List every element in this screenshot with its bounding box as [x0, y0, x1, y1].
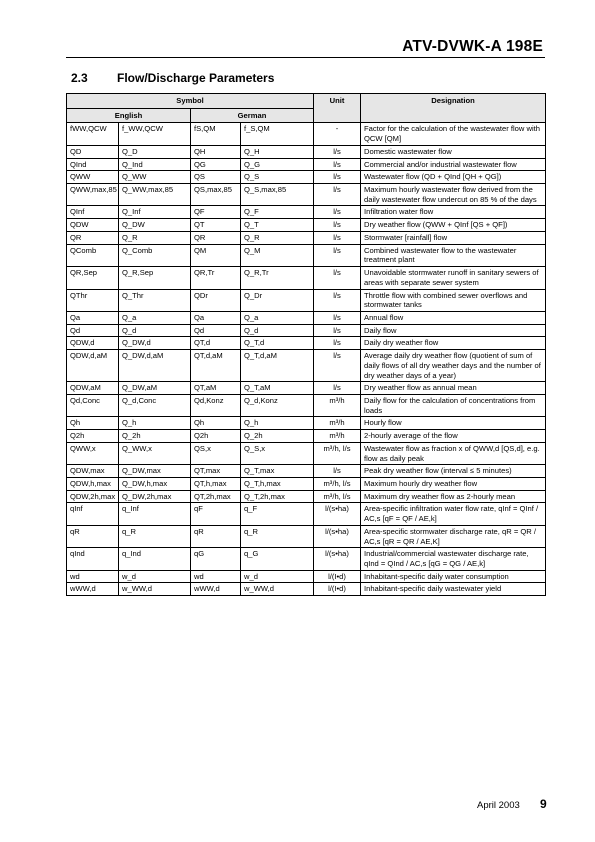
unit: - — [314, 123, 361, 145]
table-row — [67, 171, 546, 184]
english-text-symbol: Q_Inf — [119, 206, 191, 219]
table-row — [67, 158, 546, 171]
designation: Unavoidable stormwater runoff in sanitary sewers of areas with separate sewer system — [361, 267, 546, 289]
english-symbol: Qd — [67, 324, 119, 337]
table-row — [67, 442, 546, 464]
english-symbol: QWW,max,85 — [67, 184, 119, 206]
german-text-symbol: Q_T,2h,max — [241, 490, 314, 503]
unit: m³/h — [314, 394, 361, 416]
unit: l/s — [314, 350, 361, 382]
parameter-table — [66, 93, 546, 596]
unit: l/s — [314, 289, 361, 311]
unit: l/s — [314, 311, 361, 324]
page-number: 9 — [540, 797, 547, 811]
english-symbol: QInd — [67, 158, 119, 171]
german-symbol: fS,QM — [191, 123, 241, 145]
german-symbol: qG — [191, 548, 241, 570]
german-symbol: QT,h,max — [191, 478, 241, 491]
english-symbol: QDW,max — [67, 465, 119, 478]
german-header: German — [191, 108, 314, 123]
german-symbol: Qa — [191, 311, 241, 324]
german-symbol: QT,d — [191, 337, 241, 350]
designation: Domestic wastewater flow — [361, 145, 546, 158]
designation: Annual flow — [361, 311, 546, 324]
english-text-symbol: Q_a — [119, 311, 191, 324]
unit: l/(I•d) — [314, 583, 361, 596]
german-text-symbol: q_G — [241, 548, 314, 570]
english-symbol: fWW,QCW — [67, 123, 119, 145]
footer-date: April 2003 — [477, 800, 520, 811]
designation: Combined wastewater flow to the wastewater treatment plant — [361, 244, 546, 266]
english-text-symbol: Q_Thr — [119, 289, 191, 311]
english-text-symbol: q_Inf — [119, 503, 191, 525]
english-symbol: wd — [67, 570, 119, 583]
german-symbol: QS,x — [191, 442, 241, 464]
unit: l/s — [314, 158, 361, 171]
table-row — [67, 583, 546, 596]
german-symbol: QDr — [191, 289, 241, 311]
german-text-symbol: Q_F — [241, 206, 314, 219]
designation: Daily flow — [361, 324, 546, 337]
table-row — [67, 490, 546, 503]
english-text-symbol: Q_DW,2h,max — [119, 490, 191, 503]
german-text-symbol: Q_h — [241, 417, 314, 430]
german-text-symbol: Q_a — [241, 311, 314, 324]
unit: l/(s•ha) — [314, 548, 361, 570]
designation: Maximum hourly wastewater flow derived from the daily wastewater flow undercut on 85 % of the days — [361, 184, 546, 206]
unit: l/s — [314, 219, 361, 232]
unit: l/s — [314, 465, 361, 478]
german-text-symbol: Q_Dr — [241, 289, 314, 311]
english-header: English — [67, 108, 191, 123]
german-text-symbol: Q_d — [241, 324, 314, 337]
english-symbol: QD — [67, 145, 119, 158]
designation: Commercial and/or industrial wastewater flow — [361, 158, 546, 171]
table-row — [67, 430, 546, 443]
table-row — [67, 145, 546, 158]
unit: l/(I•d) — [314, 570, 361, 583]
designation-header: Designation — [361, 94, 546, 123]
table-row — [67, 267, 546, 289]
german-text-symbol: Q_G — [241, 158, 314, 171]
english-symbol: QDW,aM — [67, 382, 119, 395]
english-text-symbol: Q_DW,d,aM — [119, 350, 191, 382]
table-row — [67, 289, 546, 311]
table-row — [67, 337, 546, 350]
german-symbol: QF — [191, 206, 241, 219]
german-text-symbol: Q_H — [241, 145, 314, 158]
english-text-symbol: Q_DW — [119, 219, 191, 232]
german-symbol: QR,Tr — [191, 267, 241, 289]
english-text-symbol: f_WW,QCW — [119, 123, 191, 145]
english-symbol: Q2h — [67, 430, 119, 443]
english-text-symbol: Q_WW — [119, 171, 191, 184]
designation: Hourly flow — [361, 417, 546, 430]
german-symbol: Q2h — [191, 430, 241, 443]
german-text-symbol: Q_S — [241, 171, 314, 184]
german-symbol: QH — [191, 145, 241, 158]
english-symbol: QDW,d,aM — [67, 350, 119, 382]
header-rule — [66, 57, 545, 58]
designation: Dry weather flow (QWW + QInf [QS + QF]) — [361, 219, 546, 232]
german-symbol: wd — [191, 570, 241, 583]
german-symbol: QT,d,aM — [191, 350, 241, 382]
unit: m³/h, l/s — [314, 478, 361, 491]
german-text-symbol: f_S,QM — [241, 123, 314, 145]
english-symbol: QR — [67, 231, 119, 244]
english-symbol: QInf — [67, 206, 119, 219]
english-text-symbol: Q_WW,x — [119, 442, 191, 464]
german-text-symbol: Q_T,h,max — [241, 478, 314, 491]
english-symbol: QComb — [67, 244, 119, 266]
german-symbol: Qd — [191, 324, 241, 337]
table-row — [67, 350, 546, 382]
english-symbol: QWW — [67, 171, 119, 184]
english-text-symbol: Q_h — [119, 417, 191, 430]
section-title: Flow/Discharge Parameters — [117, 71, 275, 85]
designation: Industrial/commercial wastewater discharge rate, qInd = QInd / AC,s [qG = QG / AE,k] — [361, 548, 546, 570]
english-text-symbol: Q_R,Sep — [119, 267, 191, 289]
english-text-symbol: Q_d,Conc — [119, 394, 191, 416]
german-text-symbol: Q_R,Tr — [241, 267, 314, 289]
unit: l/s — [314, 382, 361, 395]
unit: l/s — [314, 324, 361, 337]
table-row — [67, 503, 546, 525]
designation: 2-hourly average of the flow — [361, 430, 546, 443]
german-text-symbol: Q_T,max — [241, 465, 314, 478]
english-text-symbol: Q_DW,h,max — [119, 478, 191, 491]
english-text-symbol: Q_2h — [119, 430, 191, 443]
designation: Inhabitant-specific daily water consumption — [361, 570, 546, 583]
table-row — [67, 244, 546, 266]
table-row — [67, 417, 546, 430]
german-symbol: Qh — [191, 417, 241, 430]
unit: l/s — [314, 244, 361, 266]
english-text-symbol: Q_DW,aM — [119, 382, 191, 395]
german-text-symbol: Q_2h — [241, 430, 314, 443]
german-text-symbol: q_F — [241, 503, 314, 525]
german-text-symbol: Q_S,x — [241, 442, 314, 464]
designation: Throttle flow with combined sewer overflows and stormwater tanks — [361, 289, 546, 311]
section-heading — [71, 71, 274, 85]
english-symbol: qR — [67, 525, 119, 547]
german-symbol: QG — [191, 158, 241, 171]
english-text-symbol: Q_D — [119, 145, 191, 158]
table-row — [67, 382, 546, 395]
english-symbol: QDW,d — [67, 337, 119, 350]
header-row — [67, 94, 546, 109]
unit: l/(s•ha) — [314, 525, 361, 547]
designation: Wastewater flow as fraction x of QWW,d [QS,d], e.g. flow as daily peak — [361, 442, 546, 464]
german-symbol: QT — [191, 219, 241, 232]
english-symbol: wWW,d — [67, 583, 119, 596]
german-text-symbol: Q_T,d,aM — [241, 350, 314, 382]
document-id: ATV-DVWK-A 198E — [402, 38, 543, 55]
english-symbol: QDW,h,max — [67, 478, 119, 491]
english-symbol: QDW,2h,max — [67, 490, 119, 503]
unit: l/s — [314, 145, 361, 158]
unit: l/s — [314, 171, 361, 184]
german-symbol: QS — [191, 171, 241, 184]
english-symbol: QWW,x — [67, 442, 119, 464]
unit: m³/h — [314, 430, 361, 443]
english-text-symbol: w_WW,d — [119, 583, 191, 596]
german-text-symbol: Q_T,d — [241, 337, 314, 350]
designation: Daily dry weather flow — [361, 337, 546, 350]
unit: l/s — [314, 337, 361, 350]
unit: m³/h — [314, 417, 361, 430]
designation: Maximum dry weather flow as 2-hourly mean — [361, 490, 546, 503]
unit: l/(s•ha) — [314, 503, 361, 525]
german-text-symbol: Q_T,aM — [241, 382, 314, 395]
designation: Daily flow for the calculation of concentrations from loads — [361, 394, 546, 416]
table-row — [67, 478, 546, 491]
designation: Wastewater flow (QD + QInd [QH + QG]) — [361, 171, 546, 184]
english-text-symbol: Q_Comb — [119, 244, 191, 266]
designation: Infiltration water flow — [361, 206, 546, 219]
table-row — [67, 324, 546, 337]
english-text-symbol: Q_R — [119, 231, 191, 244]
german-text-symbol: w_WW,d — [241, 583, 314, 596]
german-symbol: wWW,d — [191, 583, 241, 596]
table-row — [67, 206, 546, 219]
table-row — [67, 548, 546, 570]
german-text-symbol: q_R — [241, 525, 314, 547]
english-symbol: Qh — [67, 417, 119, 430]
english-symbol: QDW — [67, 219, 119, 232]
german-text-symbol: w_d — [241, 570, 314, 583]
german-symbol: QS,max,85 — [191, 184, 241, 206]
english-text-symbol: Q_Ind — [119, 158, 191, 171]
german-text-symbol: Q_d,Konz — [241, 394, 314, 416]
table-row — [67, 311, 546, 324]
designation: Stormwater [rainfall] flow — [361, 231, 546, 244]
english-text-symbol: q_R — [119, 525, 191, 547]
german-text-symbol: Q_M — [241, 244, 314, 266]
table-row — [67, 570, 546, 583]
section-number: 2.3 — [71, 71, 88, 85]
designation: Dry weather flow as annual mean — [361, 382, 546, 395]
english-symbol: QR,Sep — [67, 267, 119, 289]
table-row — [67, 525, 546, 547]
english-text-symbol: Q_DW,max — [119, 465, 191, 478]
designation: Area-specific infiltration water flow rate, qInf = QInf / AC,s [qF = QF / AE,k] — [361, 503, 546, 525]
german-symbol: QR — [191, 231, 241, 244]
german-symbol: QT,2h,max — [191, 490, 241, 503]
unit: l/s — [314, 206, 361, 219]
english-text-symbol: Q_DW,d — [119, 337, 191, 350]
unit-header: Unit — [314, 94, 361, 123]
unit: l/s — [314, 231, 361, 244]
unit: l/s — [314, 184, 361, 206]
german-symbol: QM — [191, 244, 241, 266]
english-text-symbol: Q_d — [119, 324, 191, 337]
unit: m³/h, l/s — [314, 442, 361, 464]
english-symbol: Qa — [67, 311, 119, 324]
english-text-symbol: w_d — [119, 570, 191, 583]
designation: Factor for the calculation of the wastewater flow with QCW [QM] — [361, 123, 546, 145]
designation: Inhabitant-specific daily wastewater yield — [361, 583, 546, 596]
english-text-symbol: q_Ind — [119, 548, 191, 570]
designation: Average daily dry weather flow (quotient of sum of daily flows of all dry weather days and the number of dry weather days of a year) — [361, 350, 546, 382]
unit: l/s — [314, 267, 361, 289]
german-symbol: QT,max — [191, 465, 241, 478]
english-symbol: qInf — [67, 503, 119, 525]
symbol-header: Symbol — [67, 94, 314, 109]
german-symbol: Qd,Konz — [191, 394, 241, 416]
table-row — [67, 394, 546, 416]
english-symbol: qInd — [67, 548, 119, 570]
table-row — [67, 465, 546, 478]
designation: Peak dry weather flow (interval ≤ 5 minutes) — [361, 465, 546, 478]
german-symbol: QT,aM — [191, 382, 241, 395]
table-row — [67, 231, 546, 244]
german-text-symbol: Q_S,max,85 — [241, 184, 314, 206]
unit: m³/h, l/s — [314, 490, 361, 503]
english-symbol: Qd,Conc — [67, 394, 119, 416]
english-symbol: QThr — [67, 289, 119, 311]
german-text-symbol: Q_R — [241, 231, 314, 244]
designation: Area-specific stormwater discharge rate, qR = QR / AC,s [qR = QR / AE,K] — [361, 525, 546, 547]
german-symbol: qR — [191, 525, 241, 547]
table-row — [67, 219, 546, 232]
designation: Maximum hourly dry weather flow — [361, 478, 546, 491]
table-row — [67, 123, 546, 145]
german-symbol: qF — [191, 503, 241, 525]
english-text-symbol: Q_WW,max,85 — [119, 184, 191, 206]
german-text-symbol: Q_T — [241, 219, 314, 232]
table-row — [67, 184, 546, 206]
